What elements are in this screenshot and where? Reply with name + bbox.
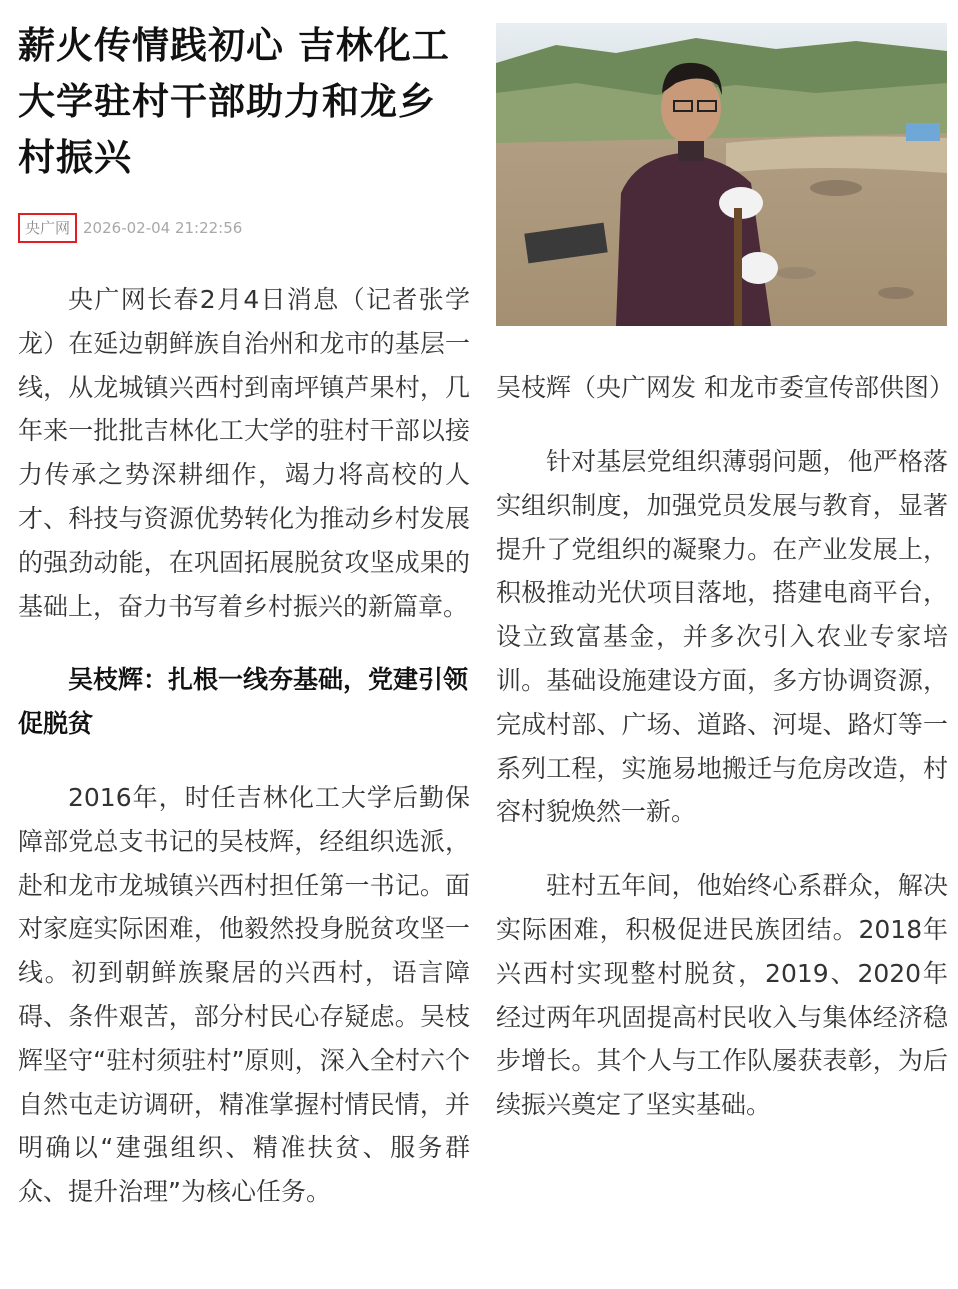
article-photo [496,23,947,326]
photo-caption: 吴枝辉（央广网发 和龙市委宣传部供图） [496,373,954,402]
photo-illustration [496,23,947,326]
article-paragraph: 2016年，时任吉林化工大学后勤保障部党总支书记的吴枝辉，经组织选派，赴和龙市龙城镇兴西村担任第一书记。面对家庭实际困难，他毅然投身脱贫攻坚一线。初到朝鲜族聚居的兴西村，语言障碍、条件艰苦，部分村民心存疑虑。吴枝辉坚守“驻村须驻村”原则，深入全村六个自然屯走访调研，精准掌握村情民情，并明确以“建强组织、精准扶贫、服务群众、提升治理”为核心任务。 [18,782,470,1207]
section-subheading: 吴枝辉：扎根一线夯基础，党建引领促脱贫 [18,665,469,739]
article-paragraph: 针对基层党组织薄弱问题，他严格落实组织制度，加强党员发展与教育，显著提升了党组织的凝聚力。在产业发展上，积极推动光伏项目落地，搭建电商平台，设立致富基金，并多次引入农业专家培训。基础设施建设方面，多方协调资源，完成村部、广场、道路、河堤、路灯等一系列工程，实施易地搬迁与危房改造，村容村貌焕然一新。 [496,447,948,827]
article-paragraph-lead: 央广网长春2月4日消息（记者张学龙）在延边朝鲜族自治州和龙市的基层一线，从龙城镇兴西村到南坪镇芦果村，几年来一批批吉林化工大学的驻村干部以接力传承之势深耕细作，竭力将高校的人才、科技与资源优势转化为推动乡村发展的强劲动能，在巩固拓展脱贫攻坚成果的基础上，奋力书写着乡村振兴的新篇章。 [18,285,470,621]
article-meta [18,212,470,244]
source-label[interactable]: 央广网 [18,213,77,243]
publish-datetime: 2026-02-04 21:22:56 [83,219,243,237]
article-title: 薪火传情践初心 吉林化工大学驻村干部助力和龙乡村振兴 [18,24,450,179]
article-paragraph: 驻村五年间，他始终心系群众，解决实际困难，积极促进民族团结。2018年兴西村实现整村脱贫，2019、2020年经过两年巩固提高村民收入与集体经济稳步增长。其个人与工作队屡获表彰，为后续振兴奠定了坚实基础。 [496,871,948,1120]
right-column [496,0,954,1127]
left-column [18,0,470,1214]
